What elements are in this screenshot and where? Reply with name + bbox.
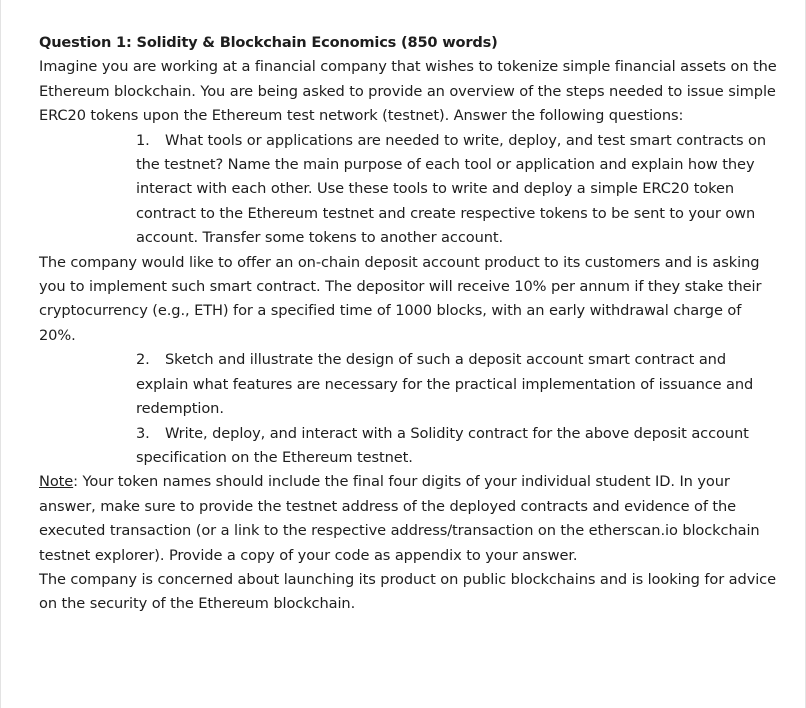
note-text: : Your token names should include the final four digits of your individual student ID. In your answer, make sure to provide the testnet address of the deployed contracts and evidence of the executed transaction (or a link to the respective address/transaction on the etherscan.io blockchain testnet explorer). Provide a copy of your code as appendix to your answer. bbox=[39, 473, 760, 564]
closing-paragraph: The company is concerned about launching its product on public blockchains and is looking for advice on the security of the Ethereum blockchain. bbox=[39, 570, 776, 613]
note-label: Note bbox=[39, 473, 74, 491]
list-number: 1. bbox=[136, 131, 150, 149]
intro-paragraph: Imagine you are working at a financial company that wishes to tokenize simple financial assets on the Ethereum blockchain. You are being asked to provide an overview of the steps needed to issue simple ERC20 tokens upon the Ethereum test network (testnet). Answer the following questions: bbox=[39, 58, 777, 125]
list-number: 2. bbox=[136, 351, 150, 369]
question-heading: Question 1: Solidity & Blockchain Economics (850 words) bbox=[39, 34, 498, 51]
list-item-text: Sketch and illustrate the design of such a deposit account smart contract and explain what features are necessary for the practical implementation of issuance and redemption. bbox=[136, 351, 754, 418]
document-body bbox=[39, 31, 779, 617]
list-item-1 bbox=[39, 129, 779, 251]
list-item-text: What tools or applications are needed to write, deploy, and test smart contracts on the testnet? Name the main purpose of each tool or application and explain how they interact with each other. Use these tools to write and deploy a simple ERC20 token contract to the Ethereum testnet and create respective tokens to be sent to your own account. Transfer some tokens to another account. bbox=[136, 131, 767, 247]
list-item-text: Write, deploy, and interact with a Solidity contract for the above deposit account specification on the Ethereum testnet. bbox=[136, 424, 749, 466]
deposit-paragraph: The company would like to offer an on-chain deposit account product to its customers and is asking you to implement such smart contract. The depositor will receive 10% per annum if they stake their cryptocurrency (e.g., ETH) for a specified time of 1000 blocks, with an early withdrawal charge of 20%. bbox=[39, 253, 762, 344]
list-item-3 bbox=[39, 422, 779, 471]
list-item-2 bbox=[39, 348, 779, 421]
note-paragraph bbox=[39, 470, 779, 568]
list-number: 3. bbox=[136, 424, 150, 442]
